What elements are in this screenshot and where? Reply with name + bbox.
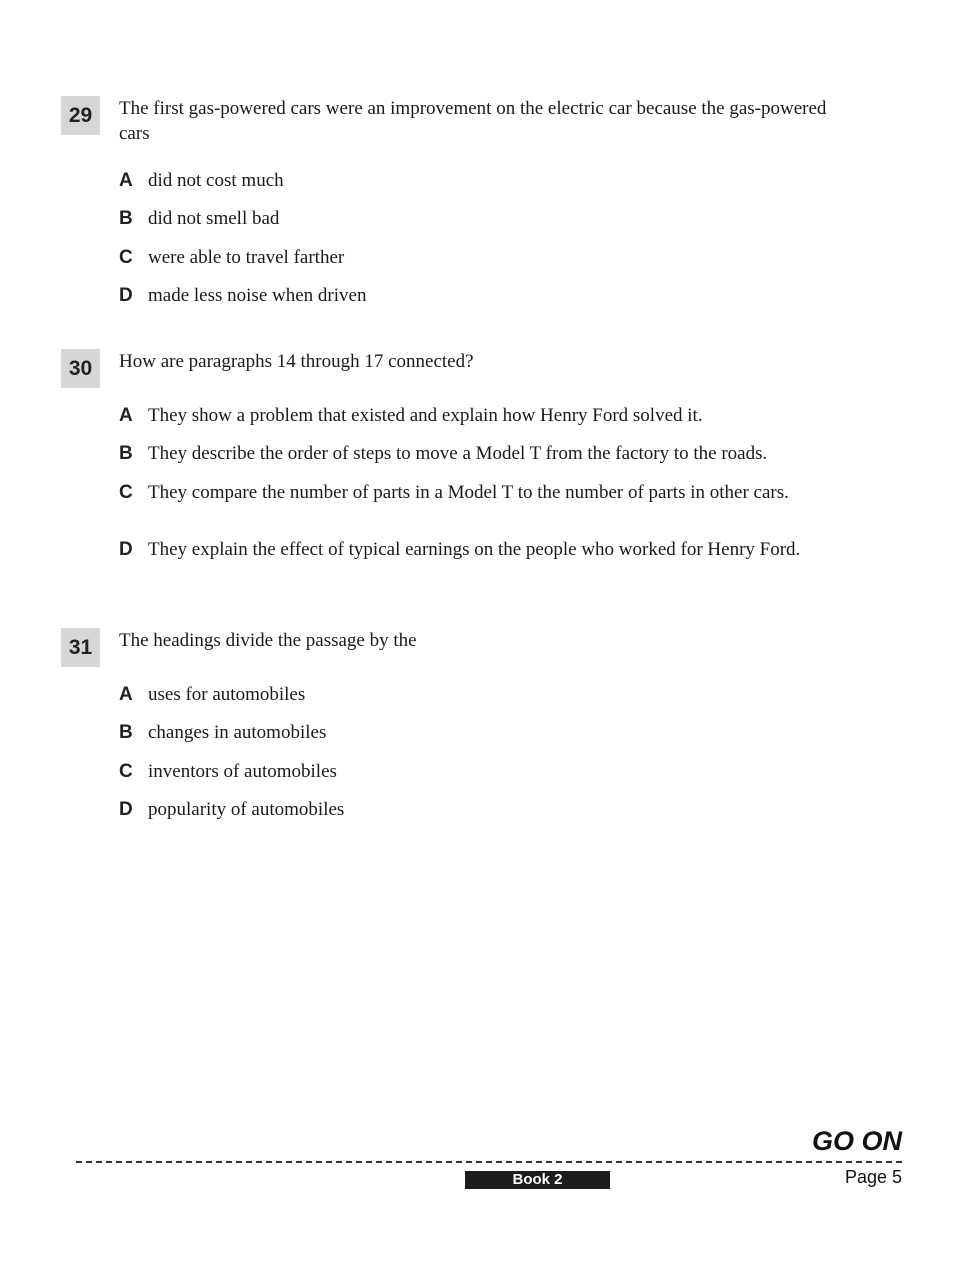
option-text: They show a problem that existed and explain how Henry Ford solved it. <box>148 405 703 426</box>
option-text: did not cost much <box>148 170 284 191</box>
page-number: Page 5 <box>844 1167 902 1187</box>
question-number: 30 <box>61 349 100 388</box>
go-on-label: GO ON <box>811 1126 902 1156</box>
question-stem: How are paragraphs 14 through 17 connected? <box>119 351 474 372</box>
option-text: were able to travel farther <box>148 247 345 268</box>
option-text: They describe the order of steps to move a Model T from the factory to the roads. <box>148 443 768 464</box>
option-letter: C <box>119 761 133 782</box>
option-letter: A <box>119 170 133 191</box>
option-letter: A <box>119 405 133 426</box>
option-letter: D <box>119 539 133 560</box>
option-letter: C <box>119 482 133 503</box>
option-text: They compare the number of parts in a Model T to the number of parts in other cars. <box>148 482 789 503</box>
option-text: did not smell bad <box>148 208 280 229</box>
option-letter: D <box>119 799 133 820</box>
option-letter: A <box>119 684 133 705</box>
question-stem: The headings divide the passage by the <box>119 630 417 651</box>
footer-divider <box>76 1161 902 1163</box>
option-text: uses for automobiles <box>148 684 306 705</box>
book-label: Book 2 <box>465 1171 610 1189</box>
option-text: They explain the effect of typical earnings on the people who worked for Henry Ford. <box>148 539 801 560</box>
option-letter: C <box>119 247 133 268</box>
option-text: made less noise when driven <box>148 285 367 306</box>
option-letter: D <box>119 285 133 306</box>
option-text: inventors of automobiles <box>148 761 337 782</box>
option-letter: B <box>119 208 133 229</box>
option-text: changes in automobiles <box>148 722 327 743</box>
option-text: popularity of automobiles <box>148 799 345 820</box>
question-stem: The first gas-powered cars were an improvement on the electric car because the gas-powered cars <box>119 98 827 144</box>
question-number: 29 <box>61 96 100 135</box>
option-letter: B <box>119 722 133 743</box>
question-number: 31 <box>61 628 100 667</box>
option-letter: B <box>119 443 133 464</box>
